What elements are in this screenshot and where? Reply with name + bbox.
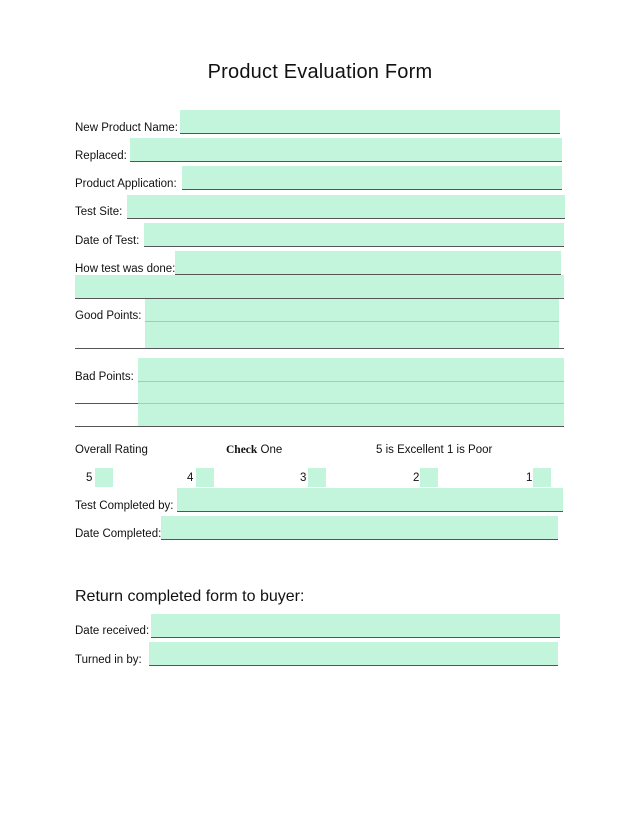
how-test-field-continued[interactable] [75, 275, 564, 299]
bad-points-label: Bad Points: [75, 371, 134, 383]
test-completed-by-field[interactable] [177, 488, 563, 512]
rating-option-5-label: 5 [86, 472, 93, 484]
check-one-instruction [226, 443, 282, 457]
return-section-heading: Return completed form to buyer: [75, 588, 305, 605]
rating-option-2-label: 2 [413, 472, 420, 484]
rating-option-2-box[interactable] [420, 468, 438, 487]
replaced-label: Replaced: [75, 150, 127, 162]
date-received-label: Date received: [75, 625, 150, 637]
date-of-test-field[interactable] [144, 223, 564, 247]
replaced-field[interactable] [130, 138, 562, 162]
rating-option-1-box[interactable] [533, 468, 551, 487]
test-site-label: Test Site: [75, 206, 123, 218]
good-points-label: Good Points: [75, 310, 142, 322]
form-title: Product Evaluation Form [207, 61, 433, 83]
good-points-underline [75, 348, 564, 349]
new-product-name-label: New Product Name: [75, 122, 178, 134]
test-completed-by-label: Test Completed by: [75, 500, 174, 512]
good-points-field[interactable] [145, 299, 559, 322]
new-product-name-field[interactable] [180, 110, 560, 134]
bad-points-field-continued[interactable] [138, 382, 564, 404]
check-bold-text: Check [226, 444, 258, 456]
rating-option-5-box[interactable] [95, 468, 113, 487]
product-application-field[interactable] [182, 166, 562, 190]
product-application-label: Product Application: [75, 178, 177, 190]
how-test-label: How test was done: [75, 263, 176, 275]
date-completed-field[interactable] [161, 516, 558, 540]
date-completed-label: Date Completed: [75, 528, 162, 540]
check-rest-text: One [257, 444, 283, 456]
rating-option-3-box[interactable] [308, 468, 326, 487]
turned-in-by-field[interactable] [149, 642, 558, 666]
turned-in-by-label: Turned in by: [75, 654, 142, 666]
date-received-field[interactable] [151, 614, 560, 638]
rating-option-1-label: 1 [526, 472, 533, 484]
rating-option-4-label: 4 [187, 472, 194, 484]
bad-points-underline-1 [75, 403, 138, 404]
bad-points-field[interactable] [138, 358, 564, 382]
date-of-test-label: Date of Test: [75, 235, 140, 247]
bad-points-underline-2 [75, 426, 564, 427]
overall-rating-label: Overall Rating [75, 444, 148, 456]
good-points-field-continued[interactable] [145, 322, 559, 349]
rating-option-3-label: 3 [300, 472, 307, 484]
test-site-field[interactable] [127, 195, 565, 219]
rating-option-4-box[interactable] [196, 468, 214, 487]
how-test-field[interactable] [175, 251, 561, 275]
rating-scale-note: 5 is Excellent 1 is Poor [376, 444, 493, 456]
bad-points-field-continued-2[interactable] [138, 404, 564, 427]
